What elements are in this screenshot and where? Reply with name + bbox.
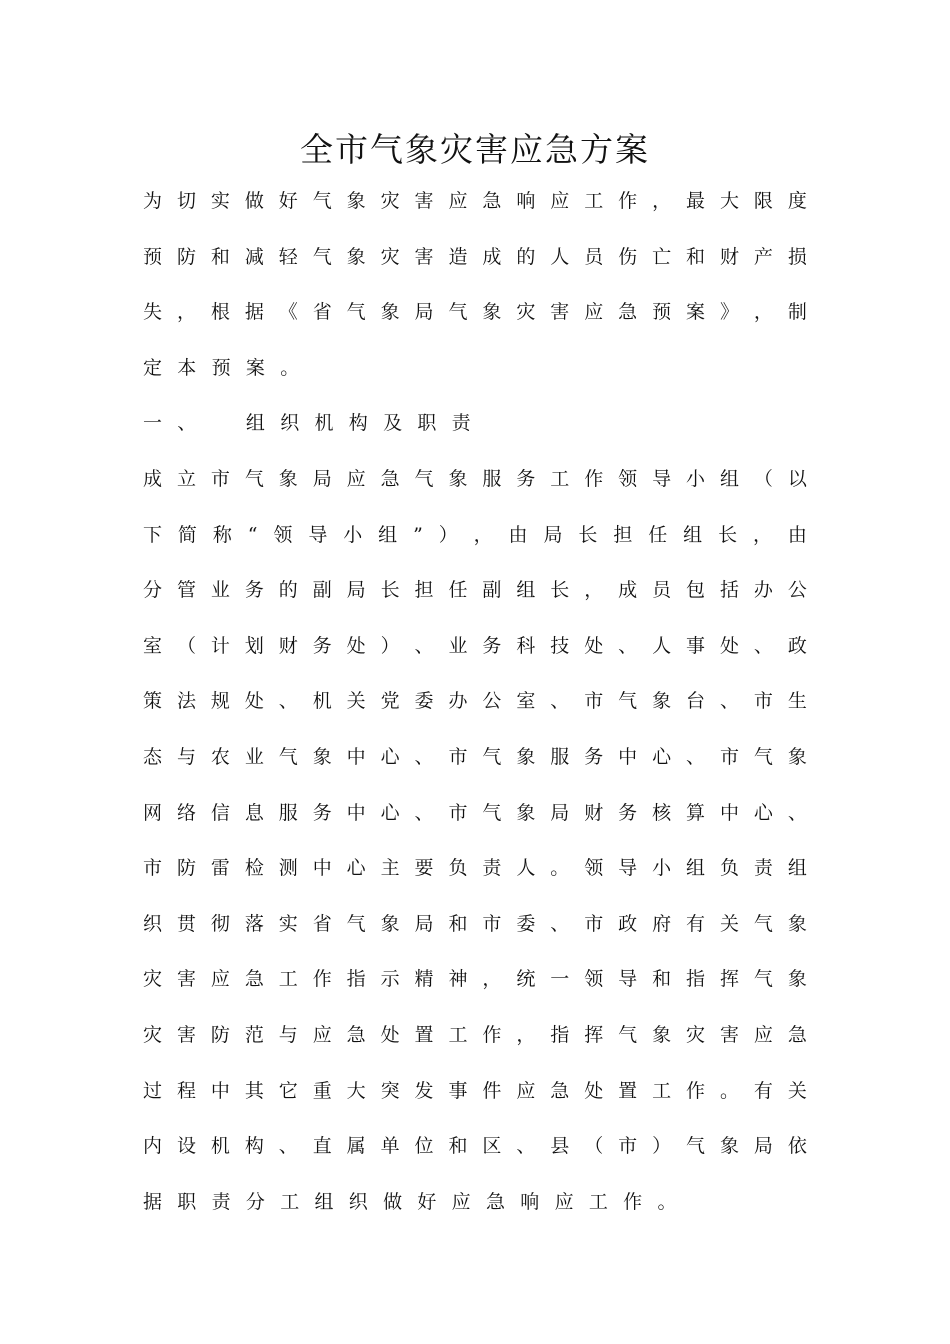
document-title: 全市气象灾害应急方案 [300, 130, 650, 169]
body-line: 过 程 中 其 它 重 大 突 发 事 件 应 急 处 置 工 作 。 有 关 [143, 1079, 807, 1102]
body-line: 态 与 农 业 气 象 中 心 、 市 气 象 服 务 中 心 、 市 气 象 [143, 746, 807, 768]
body-line: 预 防 和 减 轻 气 象 灾 害 造 成 的 人 员 伤 亡 和 财 产 损 [143, 245, 807, 268]
body-line: 网 络 信 息 服 务 中 心 、 市 气 象 局 财 务 核 算 中 心 、 [143, 801, 807, 824]
body-line: 灾 害 防 范 与 应 急 处 置 工 作 ， 指 挥 气 象 灾 害 应 急 [143, 1024, 807, 1046]
body-line: 定 本 预 案 。 [143, 356, 300, 379]
body-line: 据 职 责 分 工 组 织 做 好 应 急 响 应 工 作 。 [143, 1190, 677, 1213]
body-line: 市 防 雷 检 测 中 心 主 要 负 责 人 。 领 导 小 组 负 责 组 [143, 857, 807, 880]
body-line: 为 切 实 做 好 气 象 灾 害 应 急 响 应 工 作 ， 最 大 限 度 [143, 190, 807, 212]
body-line: 一 、 组 织 机 构 及 职 责 [143, 412, 471, 435]
body-line: 室 （ 计 划 财 务 处 ） 、 业 务 科 技 处 、 人 事 处 、 政 [143, 634, 807, 657]
body-line: 失 ， 根 据 《 省 气 象 局 气 象 灾 害 应 急 预 案 》 ， 制 [143, 301, 807, 324]
body-line: 灾 害 应 急 工 作 指 示 精 神 ， 统 一 领 导 和 指 挥 气 象 [143, 968, 807, 991]
body-line: 内 设 机 构 、 直 属 单 位 和 区 、 县 （ 市 ） 气 象 局 依 [143, 1135, 807, 1158]
body-line: 分 管 业 务 的 副 局 长 担 任 副 组 长 ， 成 员 包 括 办 公 [143, 579, 807, 602]
body-line: 策 法 规 处 、 机 关 党 委 办 公 室 、 市 气 象 台 、 市 生 [143, 690, 807, 713]
body-line: 织 贯 彻 落 实 省 气 象 局 和 市 委 、 市 政 府 有 关 气 象 [143, 912, 807, 935]
body-line: 下 简 称 “ 领 导 小 组 ” ） ， 由 局 长 担 任 组 长 ， 由 [143, 523, 807, 546]
body-line: 成 立 市 气 象 局 应 急 气 象 服 务 工 作 领 导 小 组 （ 以 [143, 468, 807, 490]
